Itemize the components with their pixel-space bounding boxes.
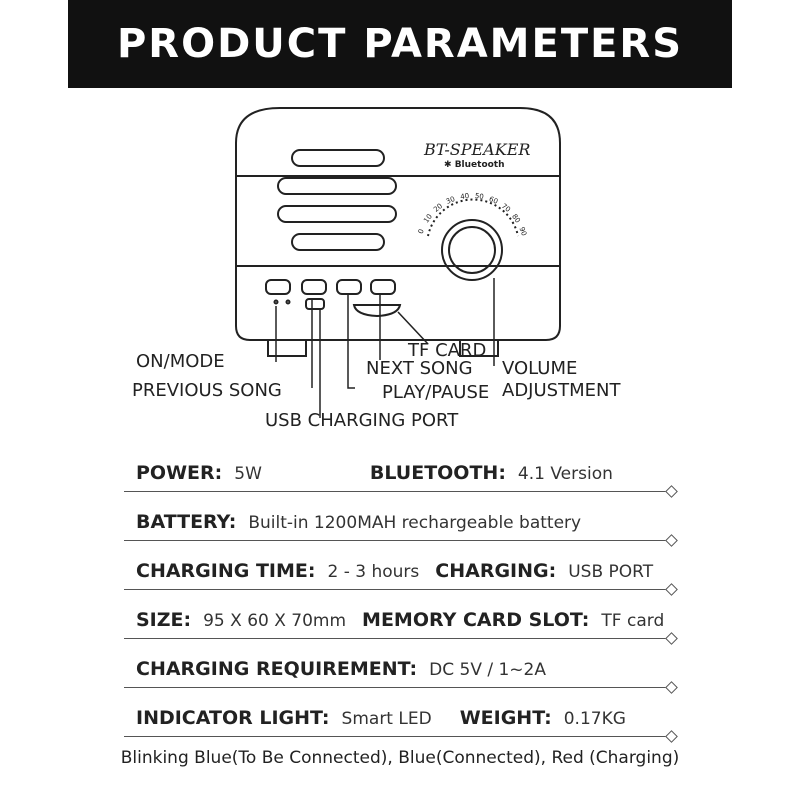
spec-label-battery: BATTERY: bbox=[136, 511, 237, 533]
tf-card-slot bbox=[354, 305, 400, 316]
spec-row-power bbox=[124, 444, 670, 492]
grille-slot-3 bbox=[278, 206, 396, 222]
previous-button bbox=[302, 280, 326, 294]
spec-row-size bbox=[124, 591, 670, 639]
dial-tick-label: 10 bbox=[422, 212, 434, 225]
grille-slot-2 bbox=[278, 178, 396, 194]
spec-value-requirement: DC 5V / 1~2A bbox=[429, 660, 546, 680]
dial-tick-label: 60 bbox=[487, 195, 500, 206]
dial-tick-label: 40 bbox=[459, 191, 470, 202]
spec-label-power: POWER: bbox=[136, 462, 223, 484]
brand-label: BT-SPEAKER bbox=[424, 140, 531, 159]
callout-volume: VOLUME bbox=[502, 358, 578, 379]
next-button bbox=[371, 280, 395, 294]
spec-value-bluetooth: 4.1 Version bbox=[517, 464, 613, 484]
spec-value-indicator: Smart LED bbox=[341, 709, 432, 729]
speaker-body-outline bbox=[236, 176, 560, 340]
spec-divider bbox=[124, 638, 670, 639]
grille-slot-1 bbox=[292, 150, 384, 166]
spec-row-indicator bbox=[124, 689, 670, 737]
callout-tf-card: TF CARD bbox=[408, 340, 487, 361]
callout-play-pause: PLAY/PAUSE bbox=[382, 382, 490, 403]
callout-previous-song: PREVIOUS SONG bbox=[132, 380, 282, 401]
spec-label-charging: CHARGING: bbox=[435, 560, 557, 582]
dial-tick-label: 90 bbox=[517, 225, 529, 238]
spec-label-weight: WEIGHT: bbox=[459, 707, 552, 729]
dial-tick-label: 70 bbox=[499, 202, 512, 214]
play-pause-button bbox=[337, 280, 361, 294]
spec-value-battery: Built-in 1200MAH rechargeable battery bbox=[248, 513, 582, 533]
header-banner bbox=[68, 0, 732, 88]
left-foot bbox=[268, 340, 306, 356]
grille-slot-4 bbox=[292, 234, 384, 250]
page-title: PRODUCT PARAMETERS bbox=[116, 21, 684, 67]
brand-sub-text: Bluetooth bbox=[454, 160, 505, 170]
spec-label-requirement: CHARGING REQUIREMENT: bbox=[136, 658, 418, 680]
callout-on-mode: ON/MODE bbox=[136, 351, 225, 372]
spec-divider bbox=[124, 736, 670, 737]
spec-value-power: 5W bbox=[234, 464, 262, 484]
spec-row-requirement bbox=[124, 640, 670, 688]
indicator-led-1 bbox=[275, 301, 278, 304]
speaker-diagram bbox=[0, 88, 800, 440]
spec-label-indicator: INDICATOR LIGHT: bbox=[136, 707, 330, 729]
spec-row-battery bbox=[124, 493, 670, 541]
spec-row-charging-time bbox=[124, 542, 670, 590]
indicator-led-2 bbox=[287, 301, 290, 304]
spec-label-memory: MEMORY CARD SLOT: bbox=[362, 609, 590, 631]
volume-dial-outer bbox=[442, 220, 502, 280]
spec-divider bbox=[124, 687, 670, 688]
dial-tick-label: 80 bbox=[510, 212, 522, 225]
spec-label-bluetooth: BLUETOOTH: bbox=[369, 462, 506, 484]
callout-next-song: NEXT SONG bbox=[366, 358, 473, 379]
dial-tick-label: 50 bbox=[474, 191, 485, 202]
brand-sub-label bbox=[444, 160, 505, 170]
bluetooth-icon: ✱ bbox=[444, 160, 452, 170]
spec-value-memory: TF card bbox=[601, 611, 665, 631]
spec-divider bbox=[124, 540, 670, 541]
on-mode-button bbox=[266, 280, 290, 294]
spec-label-charging-time: CHARGING TIME: bbox=[136, 560, 316, 582]
spec-label-size: SIZE: bbox=[136, 609, 192, 631]
spec-value-size: 95 X 60 X 70mm bbox=[203, 611, 347, 631]
callout-usb-port: USB CHARGING PORT bbox=[265, 410, 459, 431]
spec-divider bbox=[124, 491, 670, 492]
dial-tick-label: 0 bbox=[416, 228, 426, 235]
spec-divider bbox=[124, 589, 670, 590]
indicator-note: Blinking Blue(To Be Connected), Blue(Connected), Red (Charging) bbox=[120, 748, 680, 768]
usb-port bbox=[306, 299, 324, 309]
callout-adjustment: ADJUSTMENT bbox=[502, 380, 621, 401]
dial-tick-label: 30 bbox=[444, 195, 457, 206]
spec-value-charging-time: 2 - 3 hours bbox=[327, 562, 420, 582]
dial-tick-label: 20 bbox=[432, 202, 445, 214]
spec-value-weight: 0.17KG bbox=[563, 709, 626, 729]
spec-value-charging: USB PORT bbox=[568, 562, 654, 582]
